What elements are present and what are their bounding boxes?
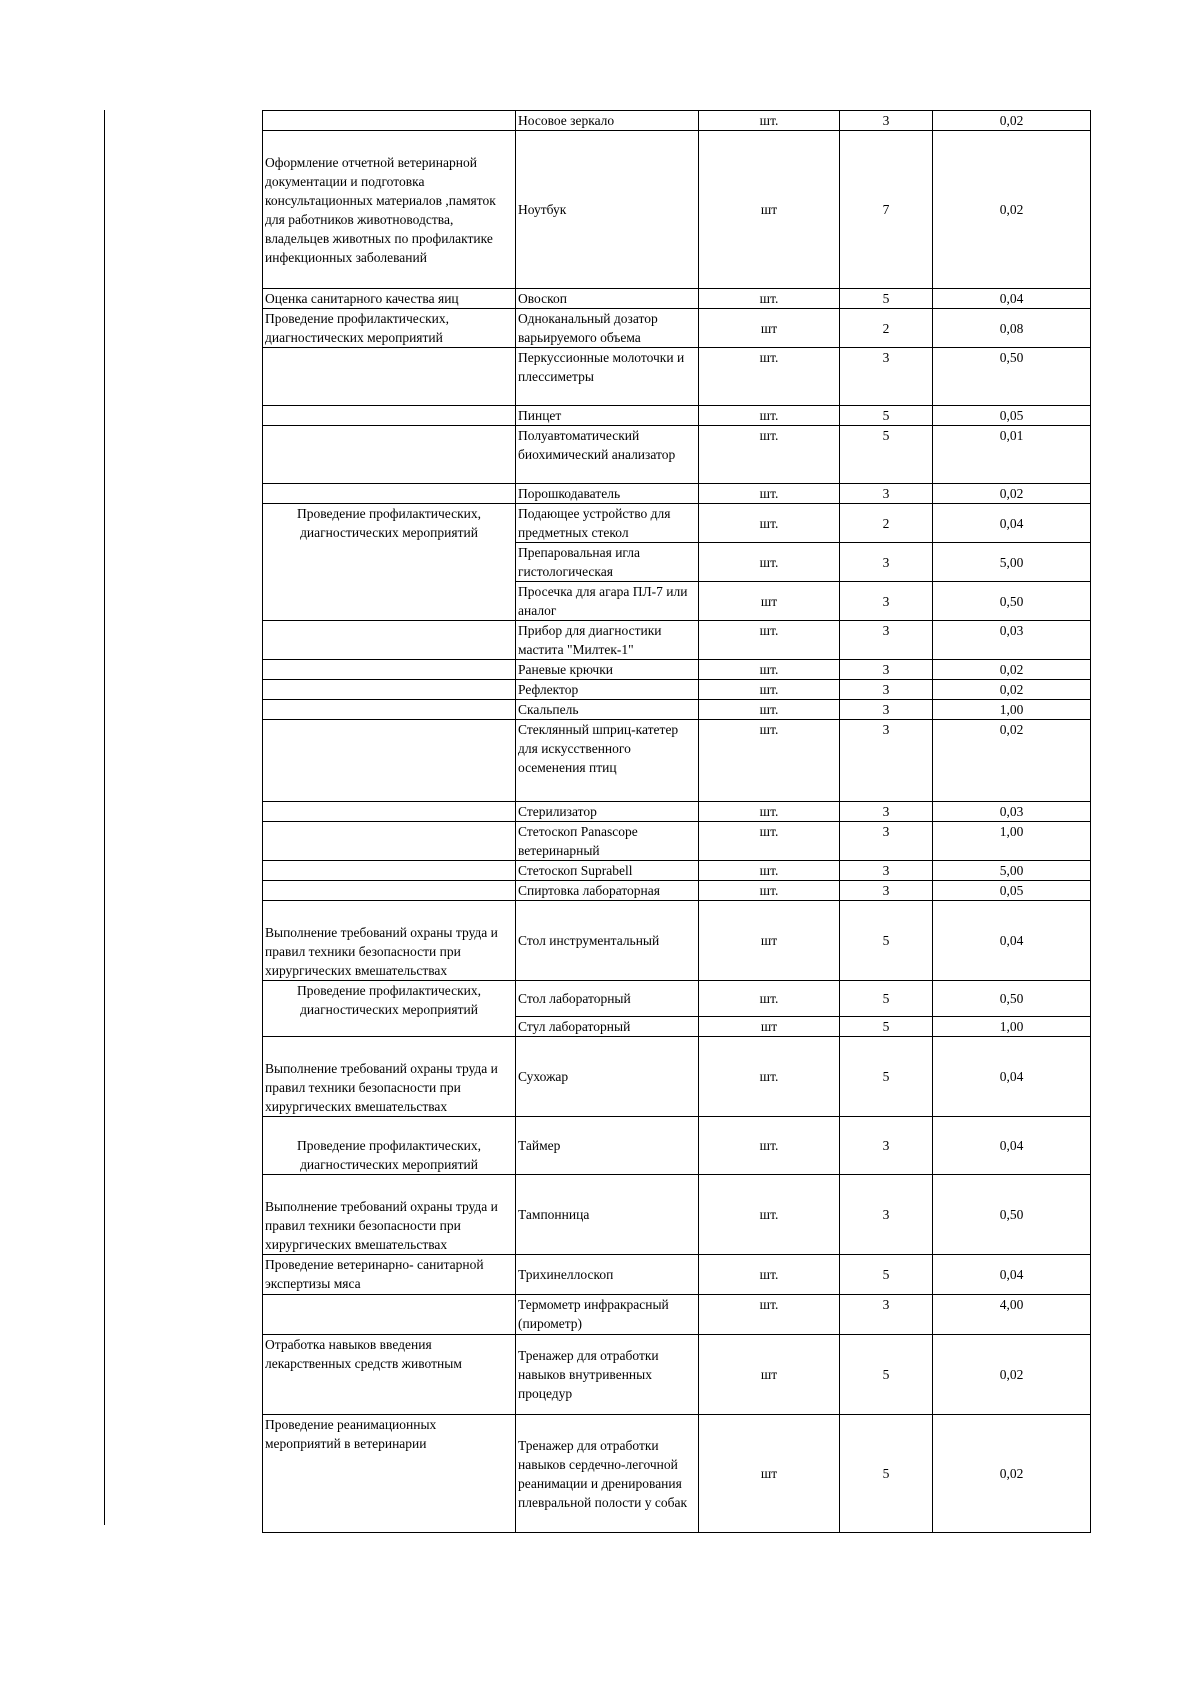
norm-cell: 0,04 — [933, 901, 1091, 981]
unit-cell: шт. — [699, 621, 840, 660]
table-row — [263, 309, 1091, 348]
quantity-cell: 3 — [840, 802, 933, 822]
norm-cell: 0,50 — [933, 582, 1091, 621]
table-row — [263, 802, 1091, 822]
norm-cell: 0,05 — [933, 881, 1091, 901]
unit-cell: шт. — [699, 348, 840, 406]
equipment-cell: Спиртовка лабораторная — [516, 881, 699, 901]
table-row — [263, 1415, 1091, 1533]
quantity-cell: 3 — [840, 582, 933, 621]
norm-cell: 0,08 — [933, 309, 1091, 348]
unit-cell: шт. — [699, 700, 840, 720]
quantity-cell: 5 — [840, 1335, 933, 1415]
quantity-cell: 3 — [840, 700, 933, 720]
norm-cell: 0,02 — [933, 1415, 1091, 1533]
equipment-cell: Ноутбук — [516, 131, 699, 289]
unit-cell: шт. — [699, 504, 840, 543]
activity-cell — [263, 822, 516, 861]
unit-cell: шт. — [699, 543, 840, 582]
quantity-cell: 5 — [840, 1037, 933, 1117]
activity-cell — [263, 720, 516, 802]
unit-cell: шт. — [699, 1295, 840, 1335]
norm-cell: 0,02 — [933, 131, 1091, 289]
table-row — [263, 981, 1091, 1017]
equipment-cell: Таймер — [516, 1117, 699, 1175]
table-row — [263, 289, 1091, 309]
table-row — [263, 131, 1091, 289]
norm-cell: 0,50 — [933, 1175, 1091, 1255]
table-row — [263, 406, 1091, 426]
table-row — [263, 822, 1091, 861]
equipment-cell: Раневые крючки — [516, 660, 699, 680]
quantity-cell: 3 — [840, 543, 933, 582]
norm-cell: 1,00 — [933, 1017, 1091, 1037]
quantity-cell: 5 — [840, 1255, 933, 1295]
equipment-cell: Стетоскоп Suprabell — [516, 861, 699, 881]
quantity-cell: 3 — [840, 861, 933, 881]
equipment-cell: Скальпель — [516, 700, 699, 720]
table-row — [263, 901, 1091, 981]
quantity-cell: 5 — [840, 1415, 933, 1533]
unit-cell: шт. — [699, 1175, 840, 1255]
quantity-cell: 2 — [840, 504, 933, 543]
quantity-cell: 5 — [840, 289, 933, 309]
norm-cell: 0,02 — [933, 1335, 1091, 1415]
norm-cell: 0,04 — [933, 504, 1091, 543]
unit-cell: шт. — [699, 802, 840, 822]
quantity-cell: 3 — [840, 720, 933, 802]
norm-cell: 0,03 — [933, 621, 1091, 660]
quantity-cell: 3 — [840, 660, 933, 680]
norm-cell: 0,04 — [933, 289, 1091, 309]
unit-cell: шт. — [699, 111, 840, 131]
unit-cell: шт. — [699, 1037, 840, 1117]
activity-cell: Выполнение требований охраны труда и правил техники безопасности при хирургических вмешательствах — [263, 901, 516, 981]
equipment-cell: Полуавтоматический биохимический анализатор — [516, 426, 699, 484]
norm-cell: 0,03 — [933, 802, 1091, 822]
quantity-cell: 3 — [840, 1295, 933, 1335]
equipment-cell: Рефлектор — [516, 680, 699, 700]
unit-cell: шт — [699, 309, 840, 348]
equipment-cell: Стол лабораторный — [516, 981, 699, 1017]
activity-cell — [263, 680, 516, 700]
equipment-table — [262, 110, 1091, 1533]
quantity-cell: 3 — [840, 1175, 933, 1255]
unit-cell: шт. — [699, 660, 840, 680]
page-margin-line — [104, 110, 105, 1525]
table-row — [263, 621, 1091, 660]
table-row — [263, 348, 1091, 406]
equipment-cell: Трихинеллоскоп — [516, 1255, 699, 1295]
norm-cell: 0,02 — [933, 484, 1091, 504]
equipment-cell: Стол инструментальный — [516, 901, 699, 981]
table-row — [263, 1175, 1091, 1255]
unit-cell: шт. — [699, 484, 840, 504]
quantity-cell: 5 — [840, 426, 933, 484]
equipment-cell: Порошкодаватель — [516, 484, 699, 504]
table-row — [263, 700, 1091, 720]
equipment-cell: Пинцет — [516, 406, 699, 426]
quantity-cell: 3 — [840, 822, 933, 861]
norm-cell: 0,04 — [933, 1255, 1091, 1295]
unit-cell: шт. — [699, 1255, 840, 1295]
quantity-cell: 7 — [840, 131, 933, 289]
equipment-cell: Стетоскоп Panascope ветеринарный — [516, 822, 699, 861]
equipment-cell: Сухожар — [516, 1037, 699, 1117]
table-row — [263, 861, 1091, 881]
table-row — [263, 881, 1091, 901]
table-row — [263, 1117, 1091, 1175]
quantity-cell: 3 — [840, 484, 933, 504]
equipment-cell: Тренажер для отработки навыков сердечно-легочной реанимации и дренирования плевральной полости у собак — [516, 1415, 699, 1533]
equipment-cell: Прибор для диагностики мастита "Милтек-1" — [516, 621, 699, 660]
table-row — [263, 660, 1091, 680]
unit-cell: шт. — [699, 861, 840, 881]
norm-cell: 0,02 — [933, 111, 1091, 131]
norm-cell: 0,50 — [933, 348, 1091, 406]
activity-cell: Выполнение требований охраны труда и правил техники безопасности при хирургических вмешательствах — [263, 1037, 516, 1117]
quantity-cell: 3 — [840, 1117, 933, 1175]
activity-cell: Проведение профилактических, диагностических мероприятий — [263, 981, 516, 1037]
table-row — [263, 1295, 1091, 1335]
quantity-cell: 5 — [840, 406, 933, 426]
norm-cell: 0,04 — [933, 1117, 1091, 1175]
activity-cell: Проведение ветеринарно- санитарной экспертизы мяса — [263, 1255, 516, 1295]
unit-cell: шт. — [699, 426, 840, 484]
unit-cell: шт — [699, 582, 840, 621]
quantity-cell: 3 — [840, 881, 933, 901]
unit-cell: шт. — [699, 881, 840, 901]
quantity-cell: 3 — [840, 111, 933, 131]
activity-cell — [263, 802, 516, 822]
equipment-cell: Носовое зеркало — [516, 111, 699, 131]
equipment-cell: Стерилизатор — [516, 802, 699, 822]
norm-cell: 0,02 — [933, 660, 1091, 680]
quantity-cell: 3 — [840, 621, 933, 660]
activity-cell — [263, 881, 516, 901]
norm-cell: 4,00 — [933, 1295, 1091, 1335]
equipment-cell: Стеклянный шприц-катетер для искусственного осеменения птиц — [516, 720, 699, 802]
activity-cell — [263, 861, 516, 881]
activity-cell — [263, 348, 516, 406]
activity-cell — [263, 484, 516, 504]
quantity-cell: 5 — [840, 1017, 933, 1037]
activity-cell: Проведение профилактических, диагностических мероприятий — [263, 309, 516, 348]
unit-cell: шт — [699, 131, 840, 289]
activity-cell: Проведение профилактических, диагностических мероприятий — [263, 1117, 516, 1175]
unit-cell: шт. — [699, 720, 840, 802]
equipment-cell: Тренажер для отработки навыков внутривенных процедур — [516, 1335, 699, 1415]
quantity-cell: 3 — [840, 348, 933, 406]
activity-cell: Проведение профилактических, диагностических мероприятий — [263, 504, 516, 621]
equipment-cell: Стул лабораторный — [516, 1017, 699, 1037]
equipment-cell: Перкуссионные молоточки и плессиметры — [516, 348, 699, 406]
table-row — [263, 1037, 1091, 1117]
norm-cell: 0,02 — [933, 680, 1091, 700]
table-row — [263, 720, 1091, 802]
norm-cell: 1,00 — [933, 822, 1091, 861]
norm-cell: 1,00 — [933, 700, 1091, 720]
activity-cell: Выполнение требований охраны труда и правил техники безопасности при хирургических вмешательствах — [263, 1175, 516, 1255]
equipment-cell: Овоскоп — [516, 289, 699, 309]
table-row — [263, 680, 1091, 700]
unit-cell: шт — [699, 1415, 840, 1533]
activity-cell — [263, 700, 516, 720]
quantity-cell: 3 — [840, 680, 933, 700]
table-row — [263, 1335, 1091, 1415]
activity-cell — [263, 660, 516, 680]
quantity-cell: 5 — [840, 981, 933, 1017]
activity-cell — [263, 406, 516, 426]
norm-cell: 0,01 — [933, 426, 1091, 484]
table-row — [263, 504, 1091, 543]
norm-cell: 0,05 — [933, 406, 1091, 426]
activity-cell — [263, 426, 516, 484]
unit-cell: шт — [699, 901, 840, 981]
quantity-cell: 5 — [840, 901, 933, 981]
unit-cell: шт. — [699, 981, 840, 1017]
activity-cell: Оформление отчетной ветеринарной документации и подготовка консультационных материалов ,памяток для работников животноводства, владельцев животных по профилактике инфекционных заболеваний — [263, 131, 516, 289]
unit-cell: шт — [699, 1017, 840, 1037]
norm-cell: 0,04 — [933, 1037, 1091, 1117]
norm-cell: 0,02 — [933, 720, 1091, 802]
unit-cell: шт. — [699, 822, 840, 861]
norm-cell: 5,00 — [933, 861, 1091, 881]
equipment-cell: Просечка для агара ПЛ-7 или аналог — [516, 582, 699, 621]
unit-cell: шт — [699, 1335, 840, 1415]
norm-cell: 5,00 — [933, 543, 1091, 582]
activity-cell: Отработка навыков введения лекарственных средств животным — [263, 1335, 516, 1415]
norm-cell: 0,50 — [933, 981, 1091, 1017]
table-row — [263, 484, 1091, 504]
unit-cell: шт. — [699, 1117, 840, 1175]
activity-cell — [263, 621, 516, 660]
unit-cell: шт. — [699, 680, 840, 700]
activity-cell — [263, 111, 516, 131]
activity-cell: Оценка санитарного качества яиц — [263, 289, 516, 309]
table-row — [263, 111, 1091, 131]
equipment-cell: Одноканальный дозатор варьируемого объема — [516, 309, 699, 348]
equipment-cell: Препаровальная игла гистологическая — [516, 543, 699, 582]
unit-cell: шт. — [699, 406, 840, 426]
table-row — [263, 426, 1091, 484]
quantity-cell: 2 — [840, 309, 933, 348]
equipment-cell: Тампонница — [516, 1175, 699, 1255]
unit-cell: шт. — [699, 289, 840, 309]
equipment-cell: Термометр инфракрасный (пирометр) — [516, 1295, 699, 1335]
equipment-cell: Подающее устройство для предметных стекол — [516, 504, 699, 543]
activity-cell: Проведение реанимационных мероприятий в ветеринарии — [263, 1415, 516, 1533]
activity-cell — [263, 1295, 516, 1335]
table-row — [263, 1255, 1091, 1295]
